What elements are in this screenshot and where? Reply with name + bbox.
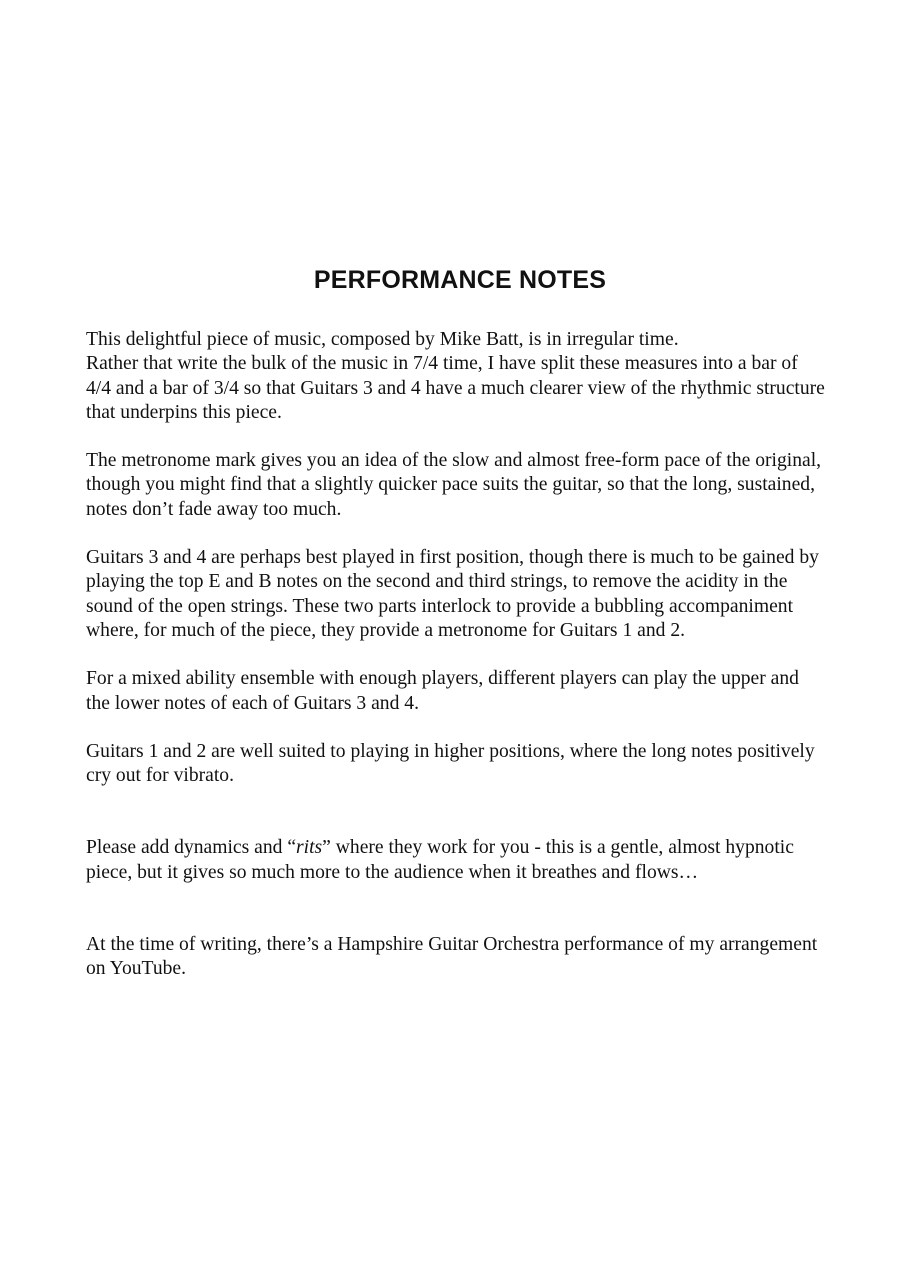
paragraph-text: Rather that write the bulk of the music in 7/4 time, I have split these measures into a bar of 4/4 and a bar of 3/4 so that Guitars 3 and 4 have a much clearer view of the rhythmic structure that underpins this piece. bbox=[86, 353, 825, 423]
document-page bbox=[86, 266, 826, 982]
paragraph-text: Please add dynamics and “ bbox=[86, 837, 297, 859]
paragraph-spacer bbox=[86, 643, 826, 667]
paragraph-guitars-1-2: Guitars 1 and 2 are well suited to playing in higher positions, where the long notes positively cry out for vibrato. bbox=[86, 740, 815, 787]
paragraph-dynamics bbox=[86, 836, 826, 885]
paragraph-youtube: At the time of writing, there’s a Hampshire Guitar Orchestra performance of my arrangement on YouTube. bbox=[86, 934, 818, 980]
paragraph-spacer bbox=[86, 716, 826, 740]
paragraph-mixed-ability: For a mixed ability ensemble with enough players, different players can play the upper and the lower notes of each of Guitars 3 and 4. bbox=[86, 668, 799, 714]
paragraph-irregular-time bbox=[86, 328, 826, 425]
paragraph-text: ” where they work for you - this is a gentle, almost hypnotic piece, but it gives so much more to the audience when it breathes and flows… bbox=[86, 837, 794, 883]
paragraph-metronome: The metronome mark gives you an idea of the slow and almost free-form pace of the original, though you might find that a slightly quicker pace suits the guitar, so that the long, sustained, notes don’t fade away too much. bbox=[86, 450, 822, 520]
paragraph-spacer bbox=[86, 425, 826, 449]
paragraph-spacer bbox=[86, 885, 826, 933]
page-title: PERFORMANCE NOTES bbox=[313, 266, 607, 294]
paragraph-line: This delightful piece of music, composed by Mike Batt, is in irregular time. bbox=[86, 329, 679, 350]
paragraph-spacer bbox=[86, 788, 826, 836]
italic-term: rits bbox=[296, 837, 323, 859]
paragraph-guitars-3-4: Guitars 3 and 4 are perhaps best played in first position, though there is much to be gained by playing the top E and B notes on the second and third strings, to remove the acidity in the sound of the open strings. These two parts interlock to provide a bubbling accompaniment where, for much of the piece, they provide a metronome for Guitars 1 and 2. bbox=[86, 547, 819, 641]
paragraph-spacer bbox=[86, 522, 826, 546]
